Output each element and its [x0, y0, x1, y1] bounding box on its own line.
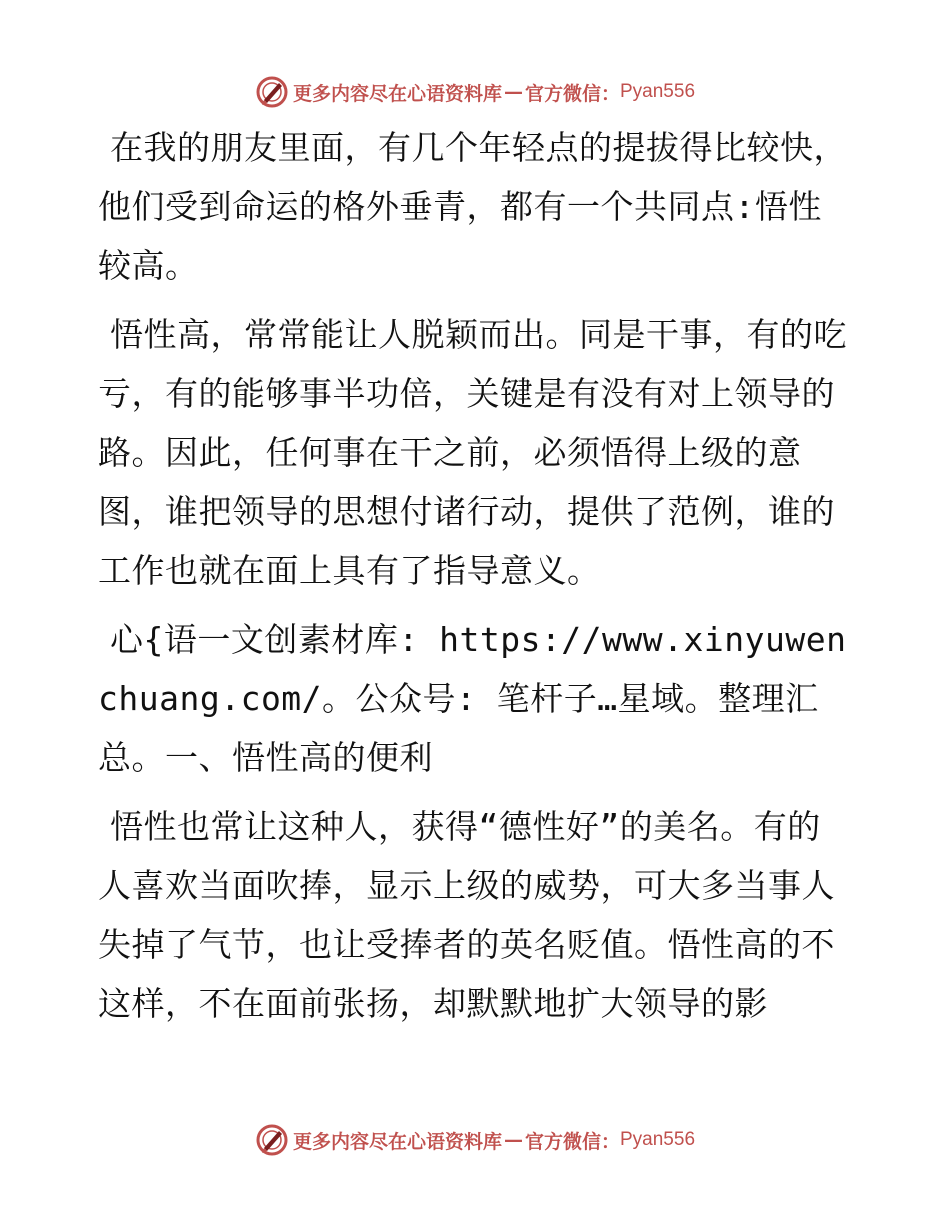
- footer-banner-separator: —: [503, 1129, 523, 1151]
- pen-logo-icon: [255, 1123, 289, 1157]
- footer-wechat-id: Pyan556: [620, 1129, 696, 1150]
- document-body: [98, 118, 850, 1043]
- header-banner: [0, 72, 950, 112]
- footer-banner-text: 更多内容尽在心语资料库: [292, 1130, 502, 1153]
- footer-wechat-label: 官方微信：: [524, 1130, 620, 1153]
- pen-logo-icon: [255, 75, 289, 109]
- paragraph-2: 悟性高，常常能让人脱颖而出。同是干事，有的吃亏，有的能够事半功倍，关键是有没有对上领导的路。因此，任何事在干之前，必须悟得上级的意图，谁把领导的思想付诸行动，提供了范例，谁的工作也就在面上具有了指导意义。: [98, 315, 847, 590]
- footer-banner: [0, 1120, 950, 1160]
- paragraph-3: 心{语一文创素材库: https://www.xinyuwenchuang.com/。公众号: 笔杆子…星域。整理汇总。一、悟性高的便利: [98, 620, 847, 777]
- header-banner-separator: —: [503, 81, 523, 103]
- paragraph-1: 在我的朋友里面，有几个年轻点的提拔得比较快，他们受到命运的格外垂青，都有一个共同点:悟性较高。: [98, 128, 847, 285]
- header-wechat-label: 官方微信：: [524, 82, 620, 105]
- header-banner-text: 更多内容尽在心语资料库: [292, 82, 502, 105]
- paragraph-4: 悟性也常让这种人，获得“德性好”的美名。有的人喜欢当面吹捧，显示上级的威势，可大多当事人失掉了气节，也让受捧者的英名贬值。悟性高的不这样，不在面前张扬，却默默地扩大领导的影: [98, 807, 835, 1023]
- header-wechat-id: Pyan556: [620, 81, 696, 102]
